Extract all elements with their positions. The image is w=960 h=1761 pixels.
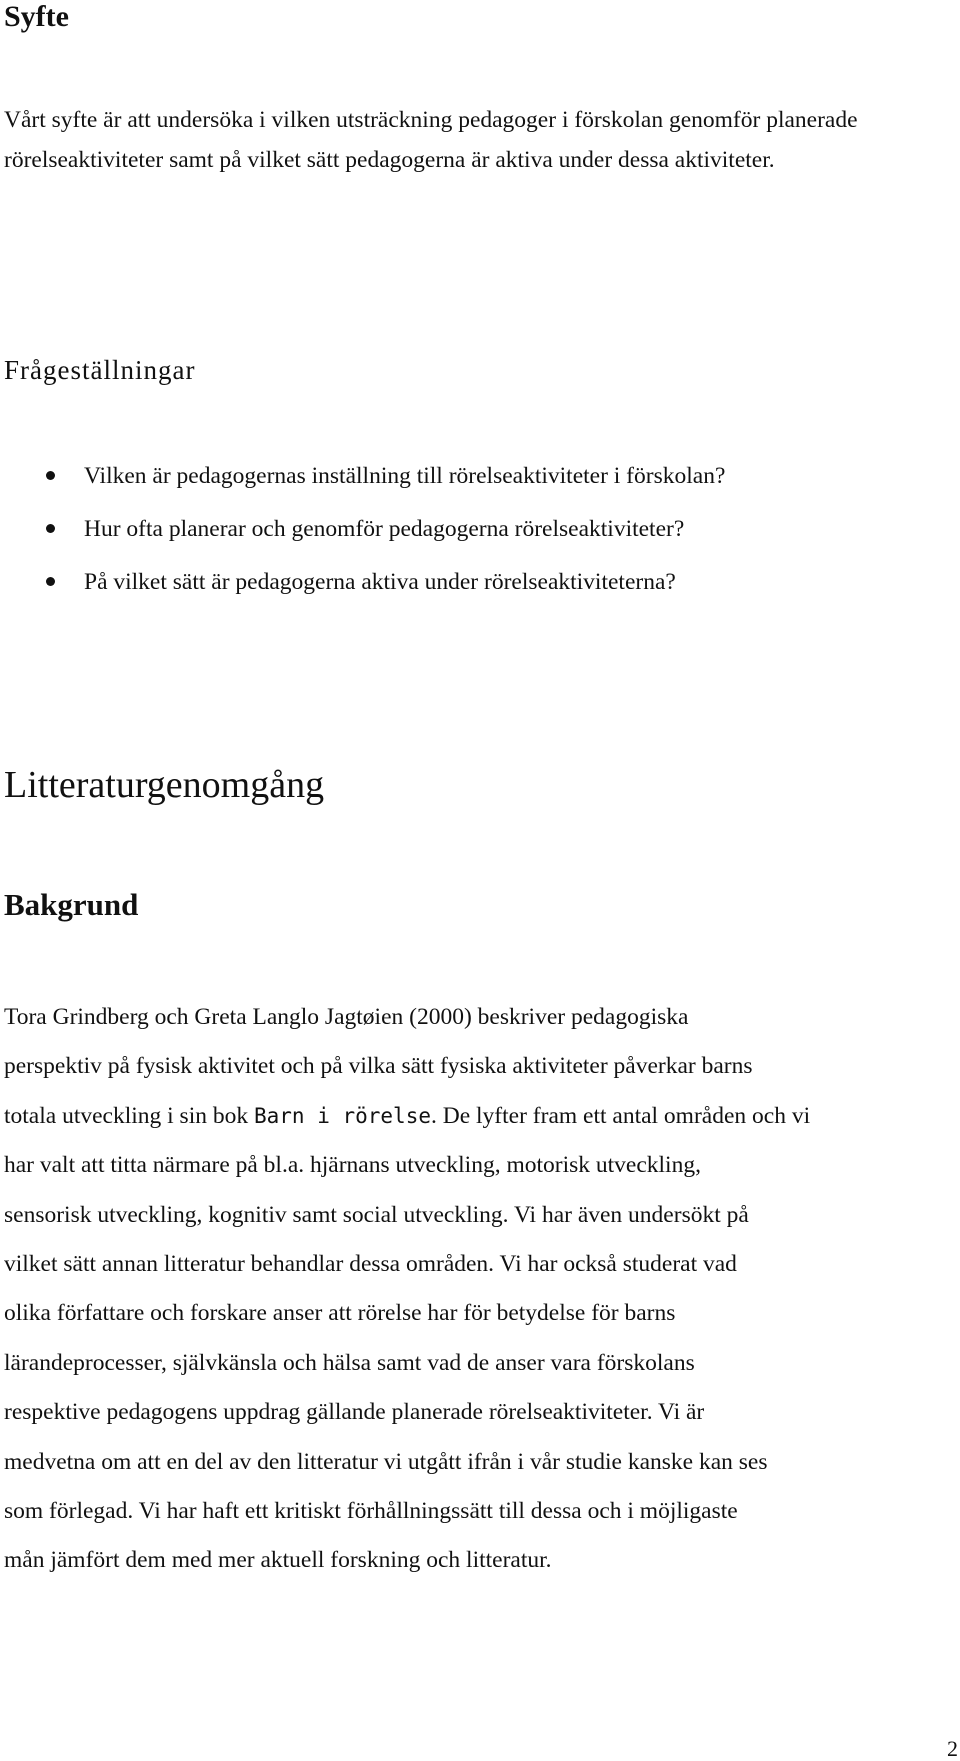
- question-text: Hur ofta planerar och genomför pedagogerna rörelseaktiviteter?: [84, 516, 685, 542]
- bullet-icon: [46, 577, 55, 586]
- book-title: Barn i rörelse: [253, 1103, 431, 1128]
- paragraph-line: olika författare och forskare anser att rörelse har för betydelse för barns: [4, 1300, 676, 1327]
- paragraph-line: mån jämfört dem med mer aktuell forskning och litteratur.: [4, 1547, 552, 1574]
- heading-litteraturgenomgang: Litteraturgenomgång: [4, 764, 325, 806]
- heading-bakgrund: Bakgrund: [4, 887, 139, 922]
- paragraph-line: perspektiv på fysisk aktivitet och på vilka sätt fysiska aktiviteter påverkar barns: [4, 1053, 753, 1080]
- paragraph-line: Tora Grindberg och Greta Langlo Jagtøien (2000) beskriver pedagogiska: [4, 1004, 689, 1030]
- heading-syfte: Syfte: [4, 0, 69, 33]
- question-text: På vilket sätt är pedagogerna aktiva under rörelseaktiviteterna?: [84, 569, 676, 595]
- paragraph-line: sensorisk utveckling, kognitiv samt social utveckling. Vi har även undersökt på: [4, 1201, 749, 1228]
- question-list: [0, 460, 725, 619]
- bullet-icon: [46, 524, 55, 533]
- paragraph-line: [4, 1092, 956, 1141]
- line-text: totala utveckling i sin bok: [4, 1102, 249, 1129]
- bullet-icon: [46, 471, 55, 480]
- heading-fragestallningar: Frågeställningar: [4, 355, 196, 385]
- bakgrund-paragraph: [4, 993, 956, 1586]
- question-text: Vilken är pedagogernas inställning till rörelseaktiviteter i förskolan?: [84, 463, 726, 489]
- paragraph-line: vilket sätt annan litteratur behandlar dessa områden. Vi har också studerat vad: [4, 1251, 737, 1278]
- paragraph-line: som förlegad. Vi har haft ett kritiskt förhållningssätt till dessa och i möjligaste: [4, 1498, 738, 1525]
- page-number: 2: [947, 1736, 958, 1761]
- paragraph-line: respektive pedagogens uppdrag gällande planerade rörelseaktiviteter. Vi är: [4, 1399, 705, 1426]
- list-item: [0, 460, 725, 513]
- paragraph-line: har valt att titta närmare på bl.a. hjärnans utveckling, motorisk utveckling,: [4, 1152, 701, 1179]
- list-item: [0, 513, 725, 566]
- line-text: . De lyfter fram ett antal områden och vi: [431, 1102, 811, 1129]
- list-item: [0, 566, 725, 619]
- paragraph-line: lärandeprocesser, självkänsla och hälsa samt vad de anser vara förskolans: [4, 1349, 695, 1376]
- paragraph-line: medvetna om att en del av den litteratur vi utgått ifrån i vår studie kanske kan ses: [4, 1448, 768, 1475]
- syfte-paragraph: Vårt syfte är att undersöka i vilken utsträckning pedagoger i förskolan genomför planerade rörelseaktiviteter samt på vilket sätt pedagogerna är aktiva under dessa aktiviteter.: [4, 107, 858, 173]
